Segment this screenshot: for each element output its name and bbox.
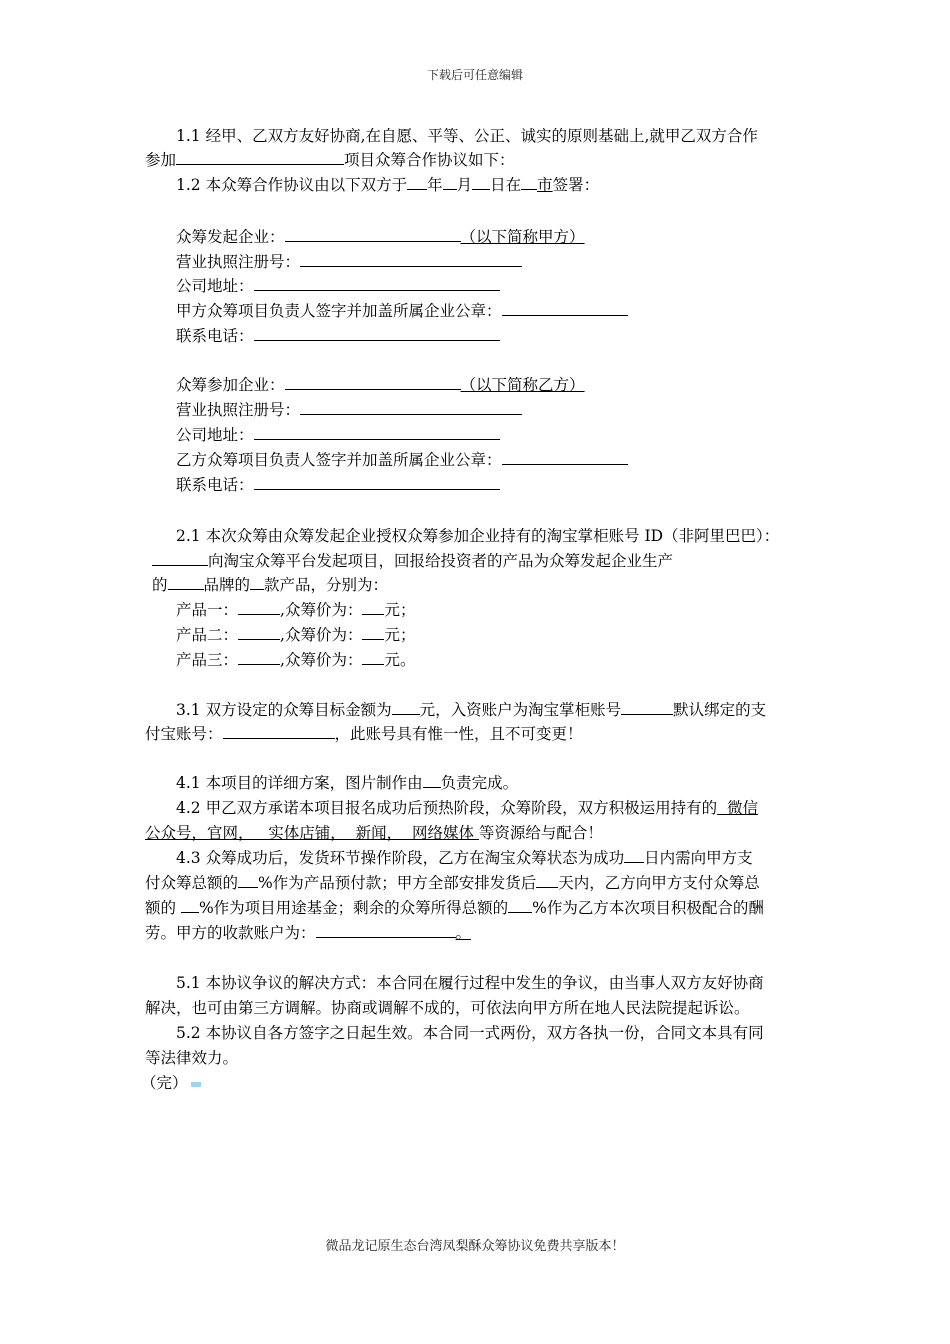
brand-blank[interactable] bbox=[168, 573, 204, 590]
label: 产品三： bbox=[176, 651, 239, 669]
clause-1-1-line-1: 1.1 经甲、乙双方友好协商,在自愿、平等、公正、诚实的原则基础上,就甲乙双方合作 bbox=[176, 127, 758, 145]
party-a-note: （以下简称甲方） bbox=[460, 228, 585, 246]
product-line-1 bbox=[176, 598, 415, 622]
text: ，此账号具有惟一性，且不可变更！ bbox=[334, 725, 583, 743]
days-blank[interactable] bbox=[624, 846, 644, 863]
clause-2-1-line-1: 2.1 本次众筹由众筹发起企业授权众筹参加企业持有的淘宝掌柜账号 ID（非阿里巴巴）： bbox=[176, 527, 780, 545]
end-mark bbox=[141, 1071, 201, 1095]
clause-3-1-line-2 bbox=[145, 722, 583, 746]
day-blank[interactable] bbox=[472, 173, 490, 190]
text: 劳。甲方的收款账户为： bbox=[145, 924, 316, 942]
clause-2-1-line-2 bbox=[152, 549, 673, 573]
text: 付宝账号： bbox=[145, 725, 223, 743]
text: 默认绑定的支 bbox=[673, 701, 767, 719]
text: ,众筹价为： bbox=[280, 651, 363, 669]
party-b-phone bbox=[176, 473, 500, 497]
alipay-blank[interactable] bbox=[223, 722, 335, 739]
clause-4-2-line-2 bbox=[145, 821, 603, 845]
text: 元； bbox=[384, 626, 416, 644]
clause-5-1-line-1: 5.1 本协议争议的解决方式：本合同在履行过程中发生的争议，由当事人双方友好协商 bbox=[176, 974, 764, 992]
label: 产品二： bbox=[176, 626, 239, 644]
party-a-sign bbox=[176, 299, 628, 323]
text: 。 bbox=[455, 924, 472, 942]
clause-4-3-line-4 bbox=[145, 921, 471, 945]
clause-1-1-line-2 bbox=[145, 148, 515, 172]
label: 联系电话： bbox=[176, 327, 254, 345]
party-a-license-blank[interactable] bbox=[300, 250, 522, 267]
text: ,众筹价为： bbox=[280, 601, 363, 619]
label: 众筹发起企业： bbox=[176, 228, 285, 246]
price-2-blank[interactable] bbox=[362, 623, 384, 640]
text: 付众筹总额的 bbox=[145, 874, 239, 892]
clause-2-1-line-3 bbox=[152, 573, 388, 597]
receiving-account-blank[interactable] bbox=[316, 921, 456, 938]
party-a-sign-blank[interactable] bbox=[502, 299, 628, 316]
ship-days-blank[interactable] bbox=[536, 871, 558, 888]
text-cursor-icon bbox=[191, 1082, 201, 1087]
text: 负责完成。 bbox=[440, 774, 519, 792]
product-2-blank[interactable] bbox=[238, 623, 280, 640]
responsible-blank[interactable] bbox=[423, 771, 441, 788]
text: 向淘宝众筹平台发起项目，回报给投资者的产品为众筹发起企业生产 bbox=[208, 552, 674, 570]
text: 品牌的 bbox=[203, 576, 251, 594]
clause-4-3-line-3 bbox=[145, 896, 764, 920]
year-blank[interactable] bbox=[407, 173, 427, 190]
party-b-note: （以下简称乙方） bbox=[460, 376, 585, 394]
party-b-sign bbox=[176, 448, 628, 472]
price-3-blank[interactable] bbox=[362, 648, 384, 665]
text: 元； bbox=[384, 601, 416, 619]
text: %作为乙方本次项目积极配合的酬 bbox=[532, 899, 764, 917]
clause-5-2-line-2: 等法律效力。 bbox=[145, 1049, 239, 1067]
text: 4.2 甲乙双方承诺本项目报名成功后预热阶段，众筹阶段，双方积极运用持有的 bbox=[176, 799, 718, 817]
label: 公司地址： bbox=[176, 277, 254, 295]
party-a-address-blank[interactable] bbox=[254, 274, 500, 291]
city-label: 市 bbox=[537, 176, 553, 194]
party-b-phone-blank[interactable] bbox=[254, 473, 500, 490]
party-b-license bbox=[176, 398, 522, 422]
label: 联系电话： bbox=[176, 476, 254, 494]
text: 4.1 本项目的详细方案，图片制作由 bbox=[176, 774, 423, 792]
text: 月 bbox=[456, 176, 473, 194]
label: 营业执照注册号： bbox=[176, 253, 301, 271]
product-line-3 bbox=[176, 648, 415, 672]
party-a-license bbox=[176, 250, 522, 274]
text: 1.2 本众筹合作协议由以下双方于 bbox=[176, 176, 408, 194]
reward-percent-blank[interactable] bbox=[508, 896, 532, 913]
city-blank[interactable] bbox=[521, 173, 537, 190]
party-a-company bbox=[176, 225, 585, 249]
party-b-address-blank[interactable] bbox=[254, 423, 500, 440]
text: 日在 bbox=[490, 176, 522, 194]
clause-4-3-line-1 bbox=[176, 846, 753, 870]
account-blank[interactable] bbox=[621, 698, 673, 715]
text: 年 bbox=[427, 176, 443, 194]
end-text: （完） bbox=[141, 1074, 188, 1092]
clause-4-2-line-1 bbox=[176, 796, 758, 820]
taobao-id-blank[interactable] bbox=[152, 549, 208, 566]
clause-4-1 bbox=[176, 771, 518, 795]
label: 甲方众筹项目负责人签字并加盖所属企业公章： bbox=[176, 302, 502, 320]
text: 款产品，分别为： bbox=[264, 576, 389, 594]
text: 4.3 众筹成功后，发货环节操作阶段，乙方在淘宝众筹状态为成功 bbox=[176, 849, 625, 867]
party-a-company-blank[interactable] bbox=[285, 225, 461, 242]
page-footer: 微品龙记原生态台湾凤梨酥众筹协议免费共享版本！ bbox=[325, 1239, 625, 1254]
text: 签署： bbox=[552, 176, 600, 194]
party-b-company bbox=[176, 373, 585, 397]
party-b-license-blank[interactable] bbox=[300, 398, 522, 415]
text: 天内，乙方向甲方支付众筹总 bbox=[558, 874, 760, 892]
text: 额的 bbox=[145, 899, 181, 917]
clause-3-1-line-1 bbox=[176, 698, 766, 722]
text: 的 bbox=[152, 576, 168, 594]
page-header: 下载后可任意编辑 bbox=[426, 68, 523, 82]
text: 元。 bbox=[384, 651, 416, 669]
clause-4-3-line-2 bbox=[145, 871, 760, 895]
party-b-address bbox=[176, 423, 500, 447]
label: 众筹参加企业： bbox=[176, 376, 285, 394]
text: %作为产品预付款；甲方全部安排发货后 bbox=[258, 874, 537, 892]
text: 3.1 双方设定的众筹目标金额为 bbox=[176, 701, 392, 719]
product-3-blank[interactable] bbox=[238, 648, 280, 665]
target-amount-blank[interactable] bbox=[392, 698, 420, 715]
text: 项目众筹合作协议如下： bbox=[344, 151, 515, 169]
text: 等资源给与配合！ bbox=[478, 824, 603, 842]
channels-underlined: 微信 bbox=[717, 799, 758, 817]
party-a-phone bbox=[176, 324, 500, 348]
clause-5-1-line-2: 解决，也可由第三方调解。协商或调解不成的，可依法向甲方所在地人民法院提起诉讼。 bbox=[145, 999, 750, 1017]
clause-1-2 bbox=[176, 173, 599, 197]
text: 参加 bbox=[145, 151, 177, 169]
price-1-blank[interactable] bbox=[362, 598, 384, 615]
party-b-company-blank[interactable] bbox=[285, 373, 461, 390]
clause-5-2-line-1: 5.2 本协议自各方签字之日起生效。本合同一式两份，双方各执一份，合同文本具有同 bbox=[176, 1024, 764, 1042]
text: %作为项目用途基金；剩余的众筹所得总额的 bbox=[198, 899, 509, 917]
text: 日内需向甲方支 bbox=[644, 849, 753, 867]
fund-percent-blank[interactable] bbox=[181, 896, 199, 913]
label: 公司地址： bbox=[176, 426, 254, 444]
product-line-2 bbox=[176, 623, 415, 647]
project-name-blank[interactable] bbox=[176, 148, 344, 165]
label: 乙方众筹项目负责人签字并加盖所属企业公章： bbox=[176, 451, 502, 469]
model-count-blank[interactable] bbox=[250, 573, 264, 590]
text: 元，入资账户为淘宝掌柜账号 bbox=[419, 701, 622, 719]
month-blank[interactable] bbox=[443, 173, 457, 190]
party-b-sign-blank[interactable] bbox=[502, 448, 628, 465]
label: 营业执照注册号： bbox=[176, 401, 301, 419]
channels-underlined-2: 公众号，官网， 实体店铺， 新闻， 网络媒体 bbox=[145, 824, 479, 842]
prepay-percent-blank[interactable] bbox=[238, 871, 258, 888]
text: ,众筹价为： bbox=[280, 626, 363, 644]
party-a-address bbox=[176, 274, 500, 298]
label: 产品一： bbox=[176, 601, 239, 619]
product-1-blank[interactable] bbox=[238, 598, 280, 615]
party-a-phone-blank[interactable] bbox=[254, 324, 500, 341]
